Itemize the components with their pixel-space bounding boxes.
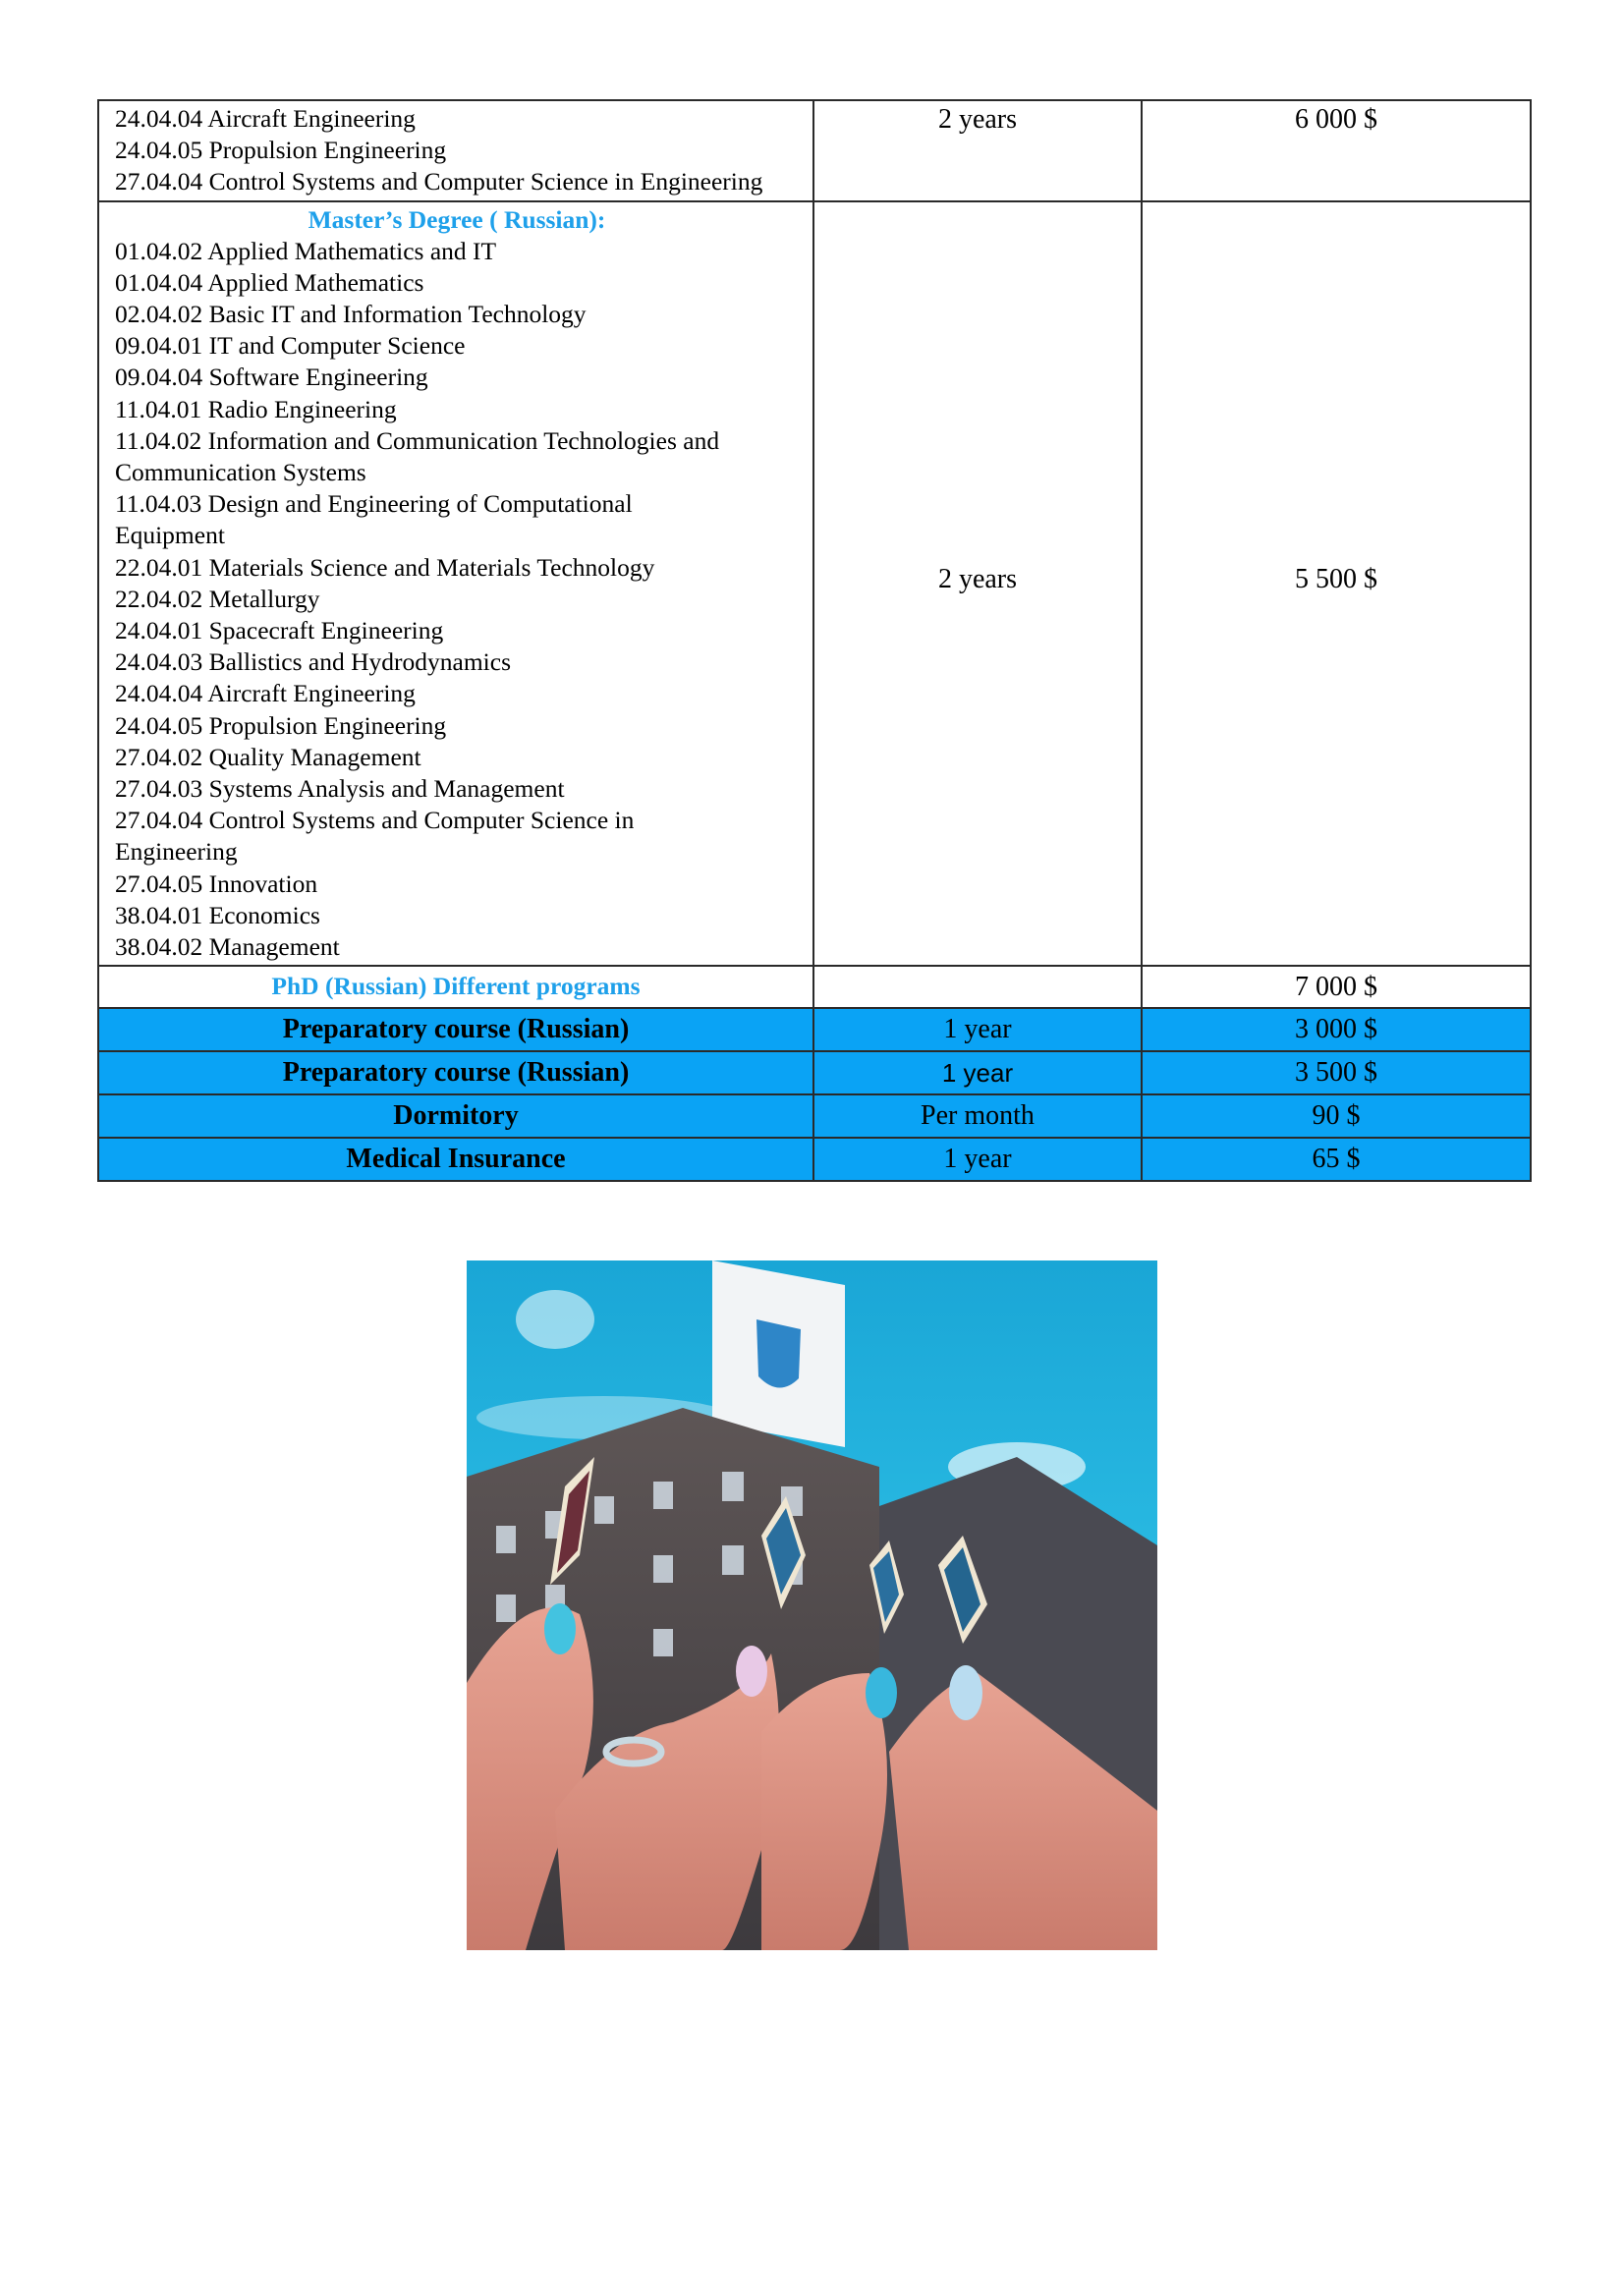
duration-cell: 1 year — [813, 1138, 1142, 1181]
fee-cell: 5 500 $ — [1142, 201, 1531, 967]
program-list-cell — [98, 201, 813, 967]
service-label: Dormitory — [98, 1094, 813, 1138]
masters-degree-heading: Master’s Degree ( Russian): — [308, 204, 606, 234]
table-row-preparatory-course-1 — [98, 1008, 1531, 1051]
program-item: 11.04.03 Design and Engineering of Computational Equipment — [115, 489, 633, 550]
fee-cell: 65 $ — [1142, 1138, 1531, 1181]
duration-cell: 2 years — [813, 100, 1142, 201]
program-item: 27.04.03 Systems Analysis and Management — [115, 774, 565, 804]
program-item: 09.04.01 IT and Computer Science — [115, 331, 466, 361]
program-item: 24.04.05 Propulsion Engineering — [115, 136, 447, 165]
phd-heading: PhD (Russian) Different programs — [271, 972, 641, 1001]
duration-cell — [813, 966, 1142, 1008]
table-row-phd — [98, 966, 1531, 1008]
fee-cell: 3 500 $ — [1142, 1051, 1531, 1094]
university-badges-photo — [467, 1260, 1157, 1950]
program-item: 24.04.04 Aircraft Engineering — [115, 104, 416, 133]
fee-cell: 6 000 $ — [1142, 100, 1531, 201]
table-row-medical-insurance — [98, 1138, 1531, 1181]
service-label: Medical Insurance — [98, 1138, 813, 1181]
program-item: 24.04.05 Propulsion Engineering — [115, 710, 447, 740]
table-row-masters-degree — [98, 201, 1531, 967]
program-item: 24.04.04 Aircraft Engineering — [115, 679, 416, 708]
program-item: 27.04.04 Control Systems and Computer Science in Engineering — [115, 167, 763, 196]
table-row-engineering-programs — [98, 100, 1531, 201]
program-list-cell — [98, 100, 813, 201]
tuition-fee-table — [97, 99, 1532, 1182]
program-item: 27.04.05 Innovation — [115, 868, 318, 898]
fee-cell: 3 000 $ — [1142, 1008, 1531, 1051]
service-label: Preparatory course (Russian) — [98, 1008, 813, 1051]
program-item: 24.04.01 Spacecraft Engineering — [115, 616, 444, 645]
program-item: 38.04.02 Management — [115, 932, 340, 962]
program-item: 11.04.01 Radio Engineering — [115, 394, 397, 423]
fee-cell: 7 000 $ — [1142, 966, 1531, 1008]
program-item: 01.04.04 Applied Mathematics — [115, 267, 424, 297]
duration-cell: 1 year — [813, 1008, 1142, 1051]
program-item: 38.04.01 Economics — [115, 900, 320, 929]
table-row-preparatory-course-2 — [98, 1051, 1531, 1094]
program-item: 24.04.03 Ballistics and Hydrodynamics — [115, 647, 511, 677]
duration-cell: 1 year — [813, 1051, 1142, 1094]
program-item: 27.04.02 Quality Management — [115, 742, 421, 771]
program-item: 11.04.02 Information and Communication Technologies and Communication Systems — [115, 425, 720, 487]
fee-cell: 90 $ — [1142, 1094, 1531, 1138]
program-item: 22.04.02 Metallurgy — [115, 584, 320, 613]
program-item: 02.04.02 Basic IT and Information Technology — [115, 300, 587, 329]
program-item: 09.04.04 Software Engineering — [115, 363, 428, 392]
service-label: Preparatory course (Russian) — [98, 1051, 813, 1094]
program-item: 27.04.04 Control Systems and Computer Science in Engineering — [115, 806, 635, 867]
program-item: 01.04.02 Applied Mathematics and IT — [115, 236, 497, 265]
program-item: 22.04.01 Materials Science and Materials Technology — [115, 552, 655, 582]
duration-cell: 2 years — [813, 201, 1142, 967]
photo-illustration — [467, 1260, 1157, 1950]
table-row-dormitory — [98, 1094, 1531, 1138]
duration-cell: Per month — [813, 1094, 1142, 1138]
phd-heading-cell — [98, 966, 813, 1008]
